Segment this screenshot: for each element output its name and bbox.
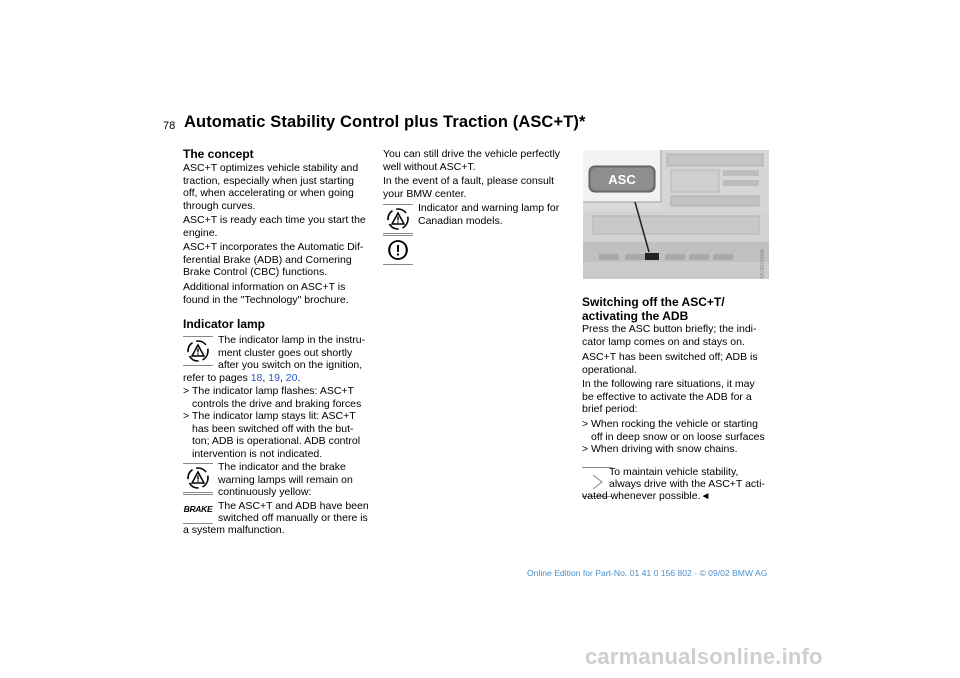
col2-paragraph-2-line: your BMW center. [383, 187, 467, 200]
switching-bullet-2-text [591, 443, 737, 456]
switching-paragraph-3-line: In the following rare situations, it may [582, 378, 755, 390]
warning-triangle-icon [383, 204, 413, 234]
switching-bullet-1 [582, 418, 778, 443]
concept-paragraph-1-line: through curves. [183, 199, 256, 212]
indicator-paragraph-2 [218, 461, 378, 499]
col2-paragraph-1-line: well without ASC+T. [383, 160, 476, 173]
end-mark-icon: ◄ [700, 491, 711, 502]
col2-paragraph-3-line: Canadian models. [418, 214, 503, 227]
switching-paragraph-1 [582, 323, 778, 348]
switching-paragraph-1-line: Press the ASC button briefly; the indi- [582, 323, 757, 335]
switching-heading-line: activating the ADB [582, 309, 689, 323]
indicator-paragraph-1-line: ment cluster goes out shortly [218, 346, 353, 359]
switching-bullet-1-text-line: When rocking the vehicle or starting [591, 418, 758, 430]
indicator-paragraph-2-line: continuously yellow: [218, 486, 312, 499]
indicator-paragraph-1-line: after you switch on the ignition, [218, 359, 363, 372]
indicator-refer-line: refer to pages 18, 19, 20. [183, 372, 301, 384]
switching-paragraph-2 [582, 351, 778, 376]
indicator-bullet-2 [183, 410, 373, 460]
asc-button-photo [583, 150, 769, 279]
indicator-bullet-1 [183, 385, 373, 410]
brake-warning-icon [183, 494, 213, 524]
concept-heading: The concept [183, 147, 254, 161]
concept-paragraph-4 [183, 281, 373, 306]
concept-paragraph-4-line: found in the "Technology" brochure. [183, 293, 349, 306]
page-link-20[interactable]: 20 [285, 372, 298, 384]
indicator-bullet-2-text-line: The indicator lamp stays lit: ASC+T [192, 410, 356, 422]
indicator-bullet-1-text [192, 385, 361, 410]
switching-bullet-2 [582, 443, 778, 456]
indicator-bullet-1-text-line: controls the drive and braking forces [192, 397, 362, 410]
switching-heading-line: Switching off the ASC+T/ [582, 295, 725, 309]
indicator-bullet-2-text [192, 410, 360, 460]
note-line-3-text: vated whenever possible. [582, 490, 701, 502]
bullet-mark: > [183, 385, 190, 397]
col2-paragraph-3 [418, 202, 578, 227]
page-number: 78 [163, 120, 176, 132]
brake-icon-label: BRAKE [183, 503, 213, 514]
concept-paragraph-2-line: ASC+T is ready each time you start the [183, 214, 366, 226]
page-link-19[interactable]: 19 [268, 372, 280, 384]
col2-paragraph-1 [383, 148, 575, 173]
note-line-2: always drive with the ASC+T acti- [609, 478, 765, 490]
bullet-mark: > [183, 410, 190, 422]
concept-paragraph-4-line: Additional information on ASC+T is [183, 281, 346, 293]
col2-paragraph-1-line: You can still drive the vehicle perfectly [383, 148, 561, 160]
indicator-paragraph-3-first: The ASC+T and ADB have been [218, 500, 369, 512]
col2-paragraph-3-line: Indicator and warning lamp for [418, 202, 560, 214]
indicator-paragraph-3-second: switched off manually or there is [218, 512, 368, 524]
indicator-paragraph-3-third: a system malfunction. [183, 524, 285, 536]
asc-button-label: ASC [608, 172, 636, 187]
concept-paragraph-1 [183, 162, 373, 212]
concept-paragraph-2-line: engine. [183, 226, 218, 239]
switching-bullet-1-text [591, 418, 765, 443]
concept-paragraph-2 [183, 214, 373, 239]
col2-paragraph-2 [383, 175, 575, 200]
switching-paragraph-1-line: cator lamp comes on and stays on. [582, 335, 745, 348]
page-link-18[interactable]: 18 [250, 372, 263, 384]
concept-paragraph-1-line: traction, especially when just starting [183, 174, 354, 187]
concept-paragraph-3-line: ferential Brake (ADB) and Cornering [183, 253, 352, 266]
col2-paragraph-2-line: In the event of a fault, please consult [383, 175, 555, 187]
indicator-paragraph-2-line: The indicator and the brake [218, 461, 346, 473]
indicator-paragraph-1 [218, 334, 378, 372]
footer-edition-text: Online Edition for Part-No. 01 41 0 156 802 - © 09/02 BMW AG [527, 568, 768, 578]
indicator-bullet-2-text-line: intervention is not indicated. [192, 447, 323, 460]
exclamation-circle-icon [383, 235, 413, 265]
refer-prefix: refer to pages [183, 372, 251, 384]
indicator-bullet-2-text-line: has been switched off with the but- [192, 422, 354, 435]
indicator-heading: Indicator lamp [183, 317, 266, 331]
switching-paragraph-3-line: be effective to activate the ADB for a [582, 390, 752, 403]
indicator-paragraph-2-line: warning lamps will remain on [218, 473, 353, 486]
warning-triangle-icon [183, 336, 213, 366]
concept-paragraph-3 [183, 241, 373, 279]
bullet-mark: > [582, 443, 589, 455]
concept-paragraph-1-line: off, when accelerating or when going [183, 187, 354, 200]
switching-bullet-1-text-line: off in deep snow or on loose surfaces [591, 430, 765, 443]
switching-paragraph-2-line: operational. [582, 363, 637, 376]
concept-paragraph-1-line: ASC+T optimizes vehicle stability and [183, 162, 359, 174]
concept-paragraph-3-line: Brake Control (CBC) functions. [183, 266, 328, 279]
switching-paragraph-3 [582, 378, 778, 416]
watermark: carmanualsonline.info [585, 644, 823, 669]
switching-paragraph-2-line: ASC+T has been switched off; ADB is [582, 351, 758, 363]
warning-triangle-icon [183, 463, 213, 493]
bullet-mark: > [582, 418, 589, 430]
indicator-bullet-1-text-line: The indicator lamp flashes: ASC+T [192, 385, 354, 397]
note-line-3 [582, 490, 778, 504]
indicator-paragraph-1-line: The indicator lamp in the instru- [218, 334, 366, 346]
indicator-bullet-2-text-line: ton; ADB is operational. ADB control [192, 435, 361, 448]
switching-paragraph-3-line: brief period: [582, 403, 638, 416]
photo-code: MV09330MA [760, 249, 766, 278]
page-title: Automatic Stability Control plus Traction (ASC+T)* [184, 113, 586, 131]
note-line-1: To maintain vehicle stability, [609, 466, 739, 478]
switching-heading [582, 295, 778, 323]
concept-paragraph-3-line: ASC+T incorporates the Automatic Dif- [183, 241, 364, 253]
switching-bullet-2-text-line: When driving with snow chains. [591, 443, 738, 455]
